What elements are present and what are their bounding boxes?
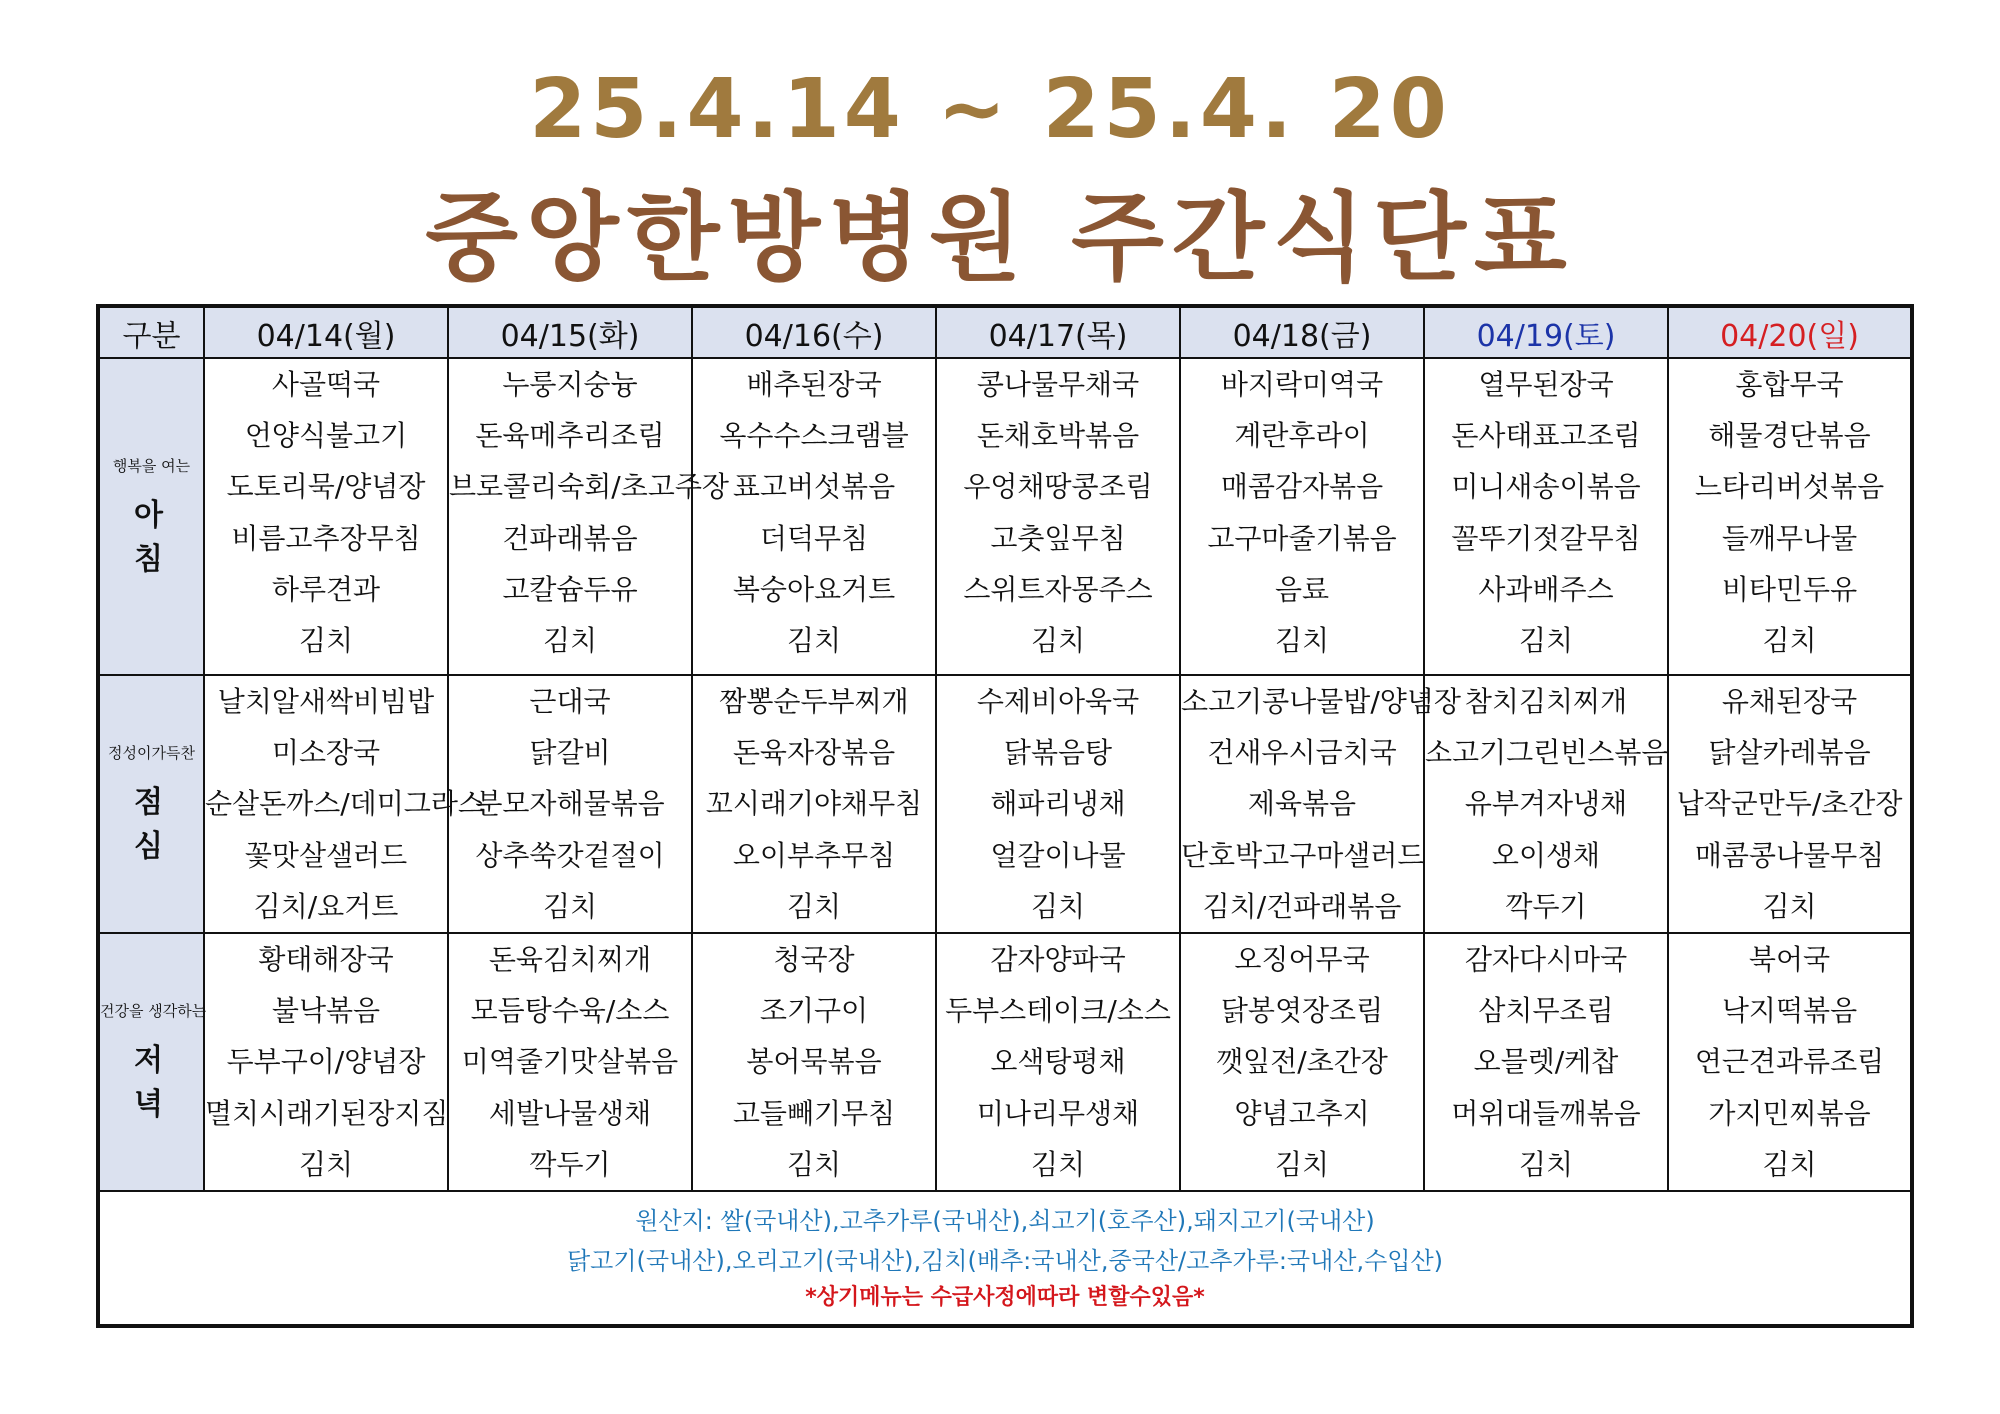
menu-item: 건파래볶음	[502, 521, 638, 555]
menu-item: 김치	[1518, 623, 1574, 657]
menu-item: 가지민찌볶음	[1708, 1096, 1871, 1130]
menu-item: 비름고추장무침	[231, 521, 421, 555]
menu-item: 스위트자몽주스	[963, 572, 1153, 606]
menu-item: 깍두기	[1505, 889, 1587, 923]
menu-item: 불낙볶음	[271, 994, 381, 1028]
day-header-mon: 04/14(월)	[204, 306, 448, 358]
menu-item: 바지락미역국	[1220, 368, 1384, 401]
meal-row-dinner	[98, 933, 1912, 1191]
disclaimer-note: *상기메뉴는 수급사정에따라 변할수있음*	[805, 1284, 1205, 1310]
menu-item: 감자다시마국	[1464, 942, 1628, 976]
day-header-tue: 04/15(화)	[448, 306, 692, 358]
menu-item: 삼치무조림	[1478, 994, 1614, 1028]
meal-label-dinner	[98, 933, 207, 1191]
menu-item: 고구마줄기볶음	[1207, 521, 1397, 555]
menu-item: 건새우시금치국	[1207, 736, 1397, 770]
menu-item: 감자양파국	[990, 942, 1126, 976]
page-title: 중앙한방병원 주간식단표	[425, 182, 1575, 294]
menu-item: 언양식불고기	[244, 419, 408, 453]
menu-item: 참치김치찌개	[1464, 685, 1628, 718]
menu-item: 음료	[1274, 572, 1330, 606]
menu-item: 근대국	[529, 685, 611, 718]
menu-item: 김치	[1030, 1147, 1086, 1181]
day-header-wed: 04/16(수)	[692, 306, 936, 358]
menu-item: 닭살카레볶음	[1708, 736, 1871, 770]
menu-cell	[204, 358, 448, 675]
notes-cell	[98, 1191, 1912, 1326]
menu-item: 사골떡국	[271, 368, 381, 401]
meal-name: 저 녁	[134, 1043, 179, 1123]
menu-item: 김치/건파래볶음	[1202, 889, 1402, 923]
menu-item: 깍두기	[529, 1147, 611, 1181]
meal-name: 점 심	[134, 785, 179, 865]
menu-item: 계란후라이	[1234, 419, 1370, 453]
menu-item: 김치	[298, 1147, 354, 1181]
menu-item: 김치	[542, 623, 598, 657]
menu-cell	[1180, 933, 1424, 1191]
menu-cell	[692, 358, 936, 675]
table-header-row	[98, 306, 1912, 358]
meal-label-breakfast	[98, 358, 204, 675]
menu-item: 고칼슘두유	[502, 572, 638, 606]
menu-item: 분모자해물볶음	[475, 787, 665, 821]
meal-name: 아 침	[134, 498, 179, 577]
origin-note-line1: 원산지: 쌀(국내산),고추가루(국내산),쇠고기(호주산),돼지고기(국내산)	[635, 1206, 1375, 1235]
menu-item: 느타리버섯볶음	[1694, 470, 1885, 504]
menu-item: 두부스테이크/소스	[945, 994, 1171, 1028]
menu-item: 돈육자장볶음	[732, 736, 896, 770]
menu-item: 깻잎전/초간장	[1216, 1045, 1388, 1079]
menu-cell	[1668, 933, 1912, 1191]
menu-item: 김치	[1030, 889, 1086, 923]
menu-item: 더덕무침	[759, 521, 869, 555]
menu-cell	[1668, 358, 1912, 675]
menu-item: 닭봉엿장조림	[1220, 994, 1384, 1028]
menu-cell	[1424, 358, 1668, 675]
menu-item: 김치	[298, 623, 354, 657]
menu-item: 황태해장국	[258, 942, 394, 976]
menu-item: 도토리묵/양념장	[226, 470, 426, 504]
day-header-sun: 04/20(일)	[1668, 306, 1912, 358]
menu-cell	[448, 358, 729, 675]
menu-item: 우엉채땅콩조림	[963, 470, 1153, 504]
menu-item: 돈채호박볶음	[976, 419, 1140, 453]
menu-item: 김치	[1762, 889, 1817, 923]
menu-item: 머위대들깨볶음	[1451, 1096, 1641, 1130]
menu-cell	[1668, 675, 1912, 933]
meal-subtitle: 건강을 생각하는	[100, 1002, 207, 1021]
meal-row-breakfast	[98, 358, 1912, 675]
date-range: 25.4.14 ~ 25.4. 20	[529, 62, 1451, 157]
menu-cell	[692, 675, 936, 933]
menu-item: 김치	[1274, 623, 1330, 657]
notes-row	[98, 1191, 1912, 1326]
menu-item: 배추된장국	[746, 368, 882, 401]
meal-row-lunch	[98, 675, 1912, 933]
menu-item: 김치	[786, 623, 842, 657]
menu-item: 미니새송이볶음	[1451, 470, 1641, 504]
menu-item: 홍합무국	[1735, 368, 1844, 401]
menu-item: 김치	[1518, 1147, 1574, 1181]
menu-item: 오색탕평채	[990, 1045, 1126, 1079]
menu-item: 낙지떡볶음	[1721, 994, 1858, 1028]
menu-item: 김치/요거트	[253, 889, 399, 923]
menu-item: 브로콜리숙회/초고주장	[449, 470, 729, 504]
menu-cell	[1180, 358, 1424, 675]
menu-cell	[936, 933, 1180, 1191]
menu-item: 멸치시래기된장지짐	[205, 1096, 449, 1130]
menu-item: 해파리냉채	[990, 787, 1126, 821]
weekly-menu-table	[96, 304, 1914, 1328]
menu-item: 오믈렛/케찹	[1473, 1045, 1619, 1079]
menu-item: 표고버섯볶음	[732, 470, 896, 504]
menu-item: 고춧잎무침	[990, 521, 1126, 555]
menu-item: 두부구이/양념장	[226, 1045, 426, 1079]
menu-item: 유채된장국	[1721, 685, 1858, 718]
day-header-thu: 04/17(목)	[936, 306, 1180, 358]
menu-item: 오징어무국	[1234, 942, 1370, 976]
menu-item: 모듬탕수육/소스	[470, 994, 670, 1028]
menu-item: 콩나물무채국	[976, 368, 1140, 401]
menu-item: 매콤콩나물무침	[1694, 838, 1885, 872]
menu-item: 미소장국	[271, 736, 381, 770]
menu-cell	[204, 675, 485, 933]
menu-cell	[936, 358, 1180, 675]
menu-cell	[448, 675, 692, 933]
menu-item: 닭갈비	[529, 736, 611, 770]
meal-subtitle: 행복을 여는	[112, 457, 191, 475]
menu-cell	[692, 933, 936, 1191]
menu-item: 날치알새싹비빔밥	[217, 685, 435, 718]
menu-item: 매콤감자볶음	[1220, 470, 1384, 504]
menu-item: 열무된장국	[1478, 368, 1614, 401]
menu-cell	[936, 675, 1180, 933]
menu-item: 비타민두유	[1721, 572, 1858, 606]
menu-item: 돈사태표고조림	[1451, 419, 1641, 453]
menu-item: 돈육메추리조림	[475, 419, 665, 453]
menu-item: 얼갈이나물	[990, 838, 1126, 872]
origin-note-line2: 닭고기(국내산),오리고기(국내산),김치(배추:국내산,중국산/고추가루:국내산,수입산)	[566, 1246, 1444, 1275]
corner-label: 구분	[98, 306, 204, 358]
menu-cell	[204, 933, 448, 1191]
menu-item: 김치	[1762, 623, 1817, 657]
menu-item: 김치	[1762, 1147, 1817, 1181]
menu-item: 짬뽕순두부찌개	[719, 685, 909, 718]
menu-item: 하루견과	[271, 572, 381, 606]
menu-item: 유부겨자냉채	[1464, 787, 1628, 821]
menu-item: 양념고추지	[1234, 1096, 1370, 1130]
menu-item: 수제비아욱국	[976, 685, 1140, 718]
menu-item: 돈육김치찌개	[488, 942, 652, 976]
menu-cell	[448, 933, 692, 1191]
menu-item: 꼬시래기야채무침	[705, 787, 923, 821]
menu-item: 꽃맛살샐러드	[244, 838, 408, 872]
day-header-sat: 04/19(토)	[1424, 306, 1668, 358]
meal-subtitle: 정성이가득찬	[108, 744, 195, 763]
menu-item: 미나리무생채	[976, 1096, 1140, 1130]
menu-item: 김치	[786, 1147, 842, 1181]
menu-item: 북어국	[1748, 942, 1831, 976]
menu-item: 납작군만두/초간장	[1676, 787, 1903, 821]
menu-item: 청국장	[773, 942, 855, 976]
menu-item: 옥수수스크램블	[719, 419, 909, 453]
menu-cell	[1180, 675, 1461, 933]
menu-item: 소고기콩나물밥/양념장	[1181, 685, 1461, 718]
menu-item: 오이생채	[1491, 838, 1601, 872]
menu-item: 미역줄기맛살볶음	[461, 1045, 679, 1079]
menu-item: 봉어묵볶음	[746, 1045, 882, 1079]
menu-cell	[1424, 933, 1668, 1191]
menu-item: 김치	[1274, 1147, 1330, 1181]
menu-item: 닭볶음탕	[1003, 736, 1113, 770]
menu-item: 김치	[542, 889, 598, 923]
menu-item: 해물경단볶음	[1708, 419, 1871, 453]
menu-item: 고들빼기무침	[732, 1096, 896, 1130]
menu-item: 세발나물생채	[488, 1096, 652, 1130]
meal-label-lunch	[98, 675, 204, 933]
menu-item: 단호박고구마샐러드	[1181, 838, 1425, 872]
menu-item: 복숭아요거트	[732, 572, 896, 606]
menu-item: 순살돈까스/데미그라스	[205, 787, 485, 821]
menu-item: 꼴뚜기젓갈무침	[1451, 521, 1641, 555]
menu-item: 제육볶음	[1247, 787, 1357, 821]
day-header-fri: 04/18(금)	[1180, 306, 1424, 358]
menu-item: 사과배주스	[1478, 572, 1614, 606]
menu-item: 오이부추무침	[732, 838, 896, 872]
menu-item: 김치	[1030, 623, 1086, 657]
menu-item: 누룽지숭늉	[502, 368, 638, 401]
menu-item: 들깨무나물	[1721, 521, 1858, 555]
menu-item: 소고기그린빈스볶음	[1425, 736, 1669, 770]
menu-item: 조기구이	[759, 994, 869, 1028]
menu-item: 연근견과류조림	[1694, 1045, 1885, 1079]
menu-item: 김치	[786, 889, 842, 923]
menu-item: 상추쑥갓겉절이	[475, 838, 665, 872]
